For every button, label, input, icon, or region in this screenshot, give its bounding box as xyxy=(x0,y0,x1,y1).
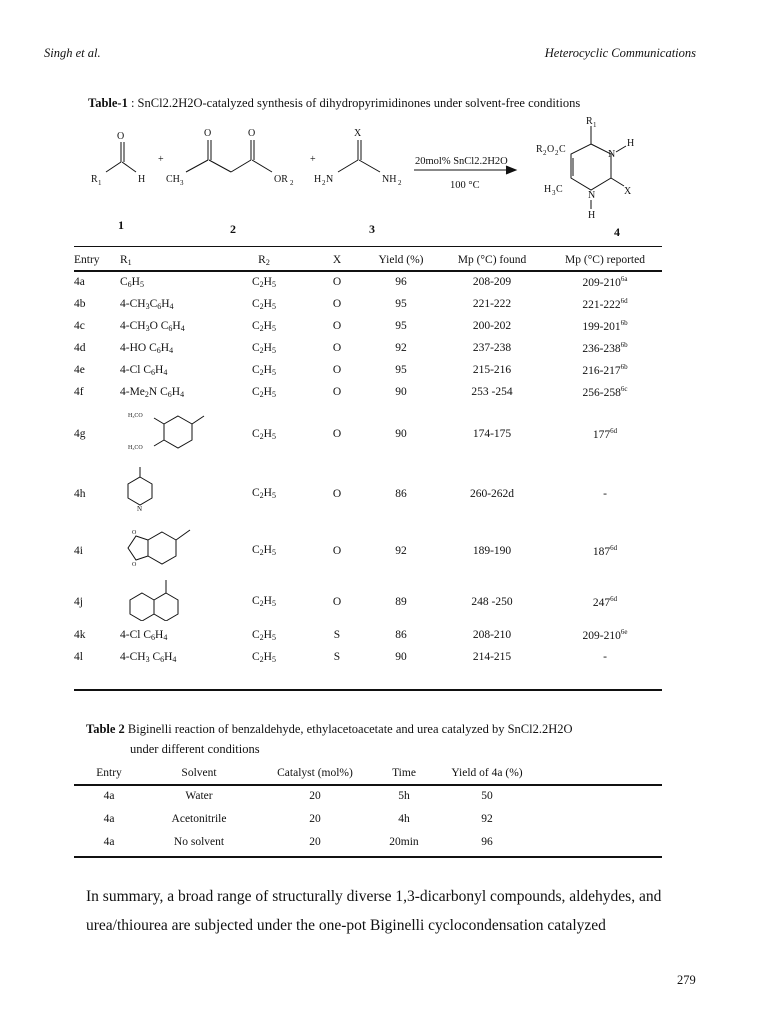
r2-cell: $C_2H_5$ xyxy=(252,275,276,289)
entry-cell: 4a xyxy=(103,812,115,825)
table-row xyxy=(74,293,662,315)
table-row xyxy=(74,359,662,381)
r1-cell xyxy=(120,522,220,579)
body-paragraph: In summary, a broad range of structurally diverse 1,3-dicarbonyl compounds, aldehydes, and urea/thiourea are subjected under the one-pot Biginelli cyclocondensation catalyzed xyxy=(86,888,662,934)
svg-text:H: H xyxy=(627,138,635,149)
x-cell: O xyxy=(332,386,342,398)
svg-text:R: R xyxy=(536,144,543,155)
naphthyl-structure xyxy=(120,579,210,621)
svg-text:OR: OR xyxy=(274,174,288,185)
time-cell: 4h xyxy=(398,812,410,825)
table1 xyxy=(74,249,662,668)
table2-bottom-rule xyxy=(74,856,662,858)
table1-header-row xyxy=(74,249,662,271)
x-cell: O xyxy=(332,595,342,608)
entry-cell: 4a xyxy=(103,835,115,848)
pyridyl-structure xyxy=(120,465,210,519)
reaction-arrow xyxy=(414,166,516,174)
compound-label-3: 3 xyxy=(369,222,375,236)
entry-cell: 4c xyxy=(74,320,85,332)
aldehyde-structure xyxy=(91,131,145,187)
col-header-entry: Entry xyxy=(96,766,122,779)
entry-cell: 4a xyxy=(74,276,85,288)
x-cell: O xyxy=(332,544,342,557)
svg-text:R: R xyxy=(91,174,98,185)
mp-reported-cell: $209-210^{6e}$ xyxy=(582,628,628,642)
mp-reported-cell: $187^{6d}$ xyxy=(592,543,618,558)
x-cell: S xyxy=(333,651,341,663)
table-row xyxy=(74,646,662,668)
r1-cell xyxy=(120,403,220,465)
mp-found-cell: 260-262d xyxy=(469,487,515,500)
x-cell: O xyxy=(332,487,342,500)
svg-text:3: 3 xyxy=(552,189,556,197)
table2-caption-line2: under different conditions xyxy=(130,742,260,756)
x-cell: O xyxy=(332,320,342,332)
mp-found-cell: 237-238 xyxy=(472,342,512,354)
table-row xyxy=(74,807,662,830)
svg-text:2: 2 xyxy=(290,179,294,187)
svg-text:2: 2 xyxy=(555,149,559,157)
compound-label-2: 2 xyxy=(230,222,236,236)
yield-cell: 95 xyxy=(395,320,407,332)
svg-text:N: N xyxy=(608,149,616,160)
svg-text:X: X xyxy=(624,186,632,197)
table2-label: Table 2 xyxy=(86,722,125,736)
entry-cell: 4l xyxy=(74,651,83,663)
mp-found-cell: 208-210 xyxy=(472,629,512,641)
r2-cell: $C_2H_5$ xyxy=(252,319,276,333)
r1-cell: $4-CH_3O$ $C_6H_4$ xyxy=(120,319,185,333)
mp-found-cell: 214-215 xyxy=(472,651,512,663)
x-cell: O xyxy=(332,342,342,354)
r1-cell: 4-HO $C_6H_4$ xyxy=(120,341,174,355)
x-cell: O xyxy=(332,298,342,310)
yield-cell: 89 xyxy=(395,595,407,608)
yield-cell: 90 xyxy=(395,428,407,440)
svg-text:CH: CH xyxy=(166,174,180,185)
r1-cell: 4-Cl $C_6H_4$ xyxy=(120,628,168,642)
entry-cell: 4k xyxy=(74,629,86,641)
r1-cell: $4-CH_3$ $C_6H_4$ xyxy=(120,650,177,664)
catalyst-cell: 20 xyxy=(309,835,321,848)
svg-text:O: O xyxy=(248,128,256,139)
table1-label: Table-1 xyxy=(88,96,128,110)
svg-text:O: O xyxy=(117,131,125,142)
mp-found-cell: 215-216 xyxy=(472,364,512,376)
table-row xyxy=(74,522,662,579)
col-header-mp-reported: Mp (°C) reported xyxy=(565,254,645,266)
yield-cell: 92 xyxy=(395,342,407,354)
entry-cell: 4e xyxy=(74,364,85,376)
svg-text:H₃CO: H₃CO xyxy=(128,444,143,451)
r1-cell: $4-Me_2N$ $C_6H_4$ xyxy=(120,385,185,399)
dimethoxyphenyl-structure xyxy=(120,404,210,462)
r1-cell: $4-CH_3C_6H_4$ xyxy=(120,297,174,311)
svg-text:C: C xyxy=(556,184,563,195)
table-row xyxy=(74,579,662,624)
compound-label-4: 4 xyxy=(614,225,620,239)
table1-caption xyxy=(88,96,580,111)
mp-found-cell: 189-190 xyxy=(472,544,512,557)
svg-text:N: N xyxy=(326,174,334,185)
col-header-entry: Entry xyxy=(74,254,100,266)
entry-cell: 4h xyxy=(74,487,86,500)
yield-cell: 92 xyxy=(395,544,407,557)
svg-text:N: N xyxy=(588,190,596,201)
svg-text:2: 2 xyxy=(398,179,402,187)
benzodioxolyl-structure xyxy=(120,522,210,576)
time-cell: 20min xyxy=(389,835,419,848)
r1-cell: 4-Cl $C_6H_4$ xyxy=(120,363,168,377)
r1-cell: $C_6H_5$ xyxy=(120,275,144,289)
entry-cell: 4b xyxy=(74,298,86,310)
col-header-x: X xyxy=(332,254,342,266)
table-row xyxy=(74,271,662,293)
svg-text:N: N xyxy=(137,505,143,513)
solvent-cell: Water xyxy=(185,789,213,802)
mp-found-cell: 253 -254 xyxy=(471,386,513,398)
table-row xyxy=(74,830,662,853)
x-cell: O xyxy=(332,364,342,376)
col-header-solvent: Solvent xyxy=(181,766,217,779)
table2-caption-line1: Biginelli reaction of benzaldehyde, ethylacetoacetate and urea catalyzed by SnCl2.2H2O xyxy=(124,722,573,736)
col-header-r2: $R_2$ xyxy=(258,253,270,267)
mp-found-cell: 200-202 xyxy=(472,320,512,332)
r2-cell: $C_2H_5$ xyxy=(252,385,276,399)
r2-cell: $C_2H_5$ xyxy=(252,427,276,441)
svg-text:R: R xyxy=(586,116,593,127)
svg-text:2: 2 xyxy=(322,179,326,187)
svg-text:H: H xyxy=(588,210,596,221)
table-row xyxy=(74,337,662,359)
table2-body xyxy=(74,784,662,853)
entry-cell: 4g xyxy=(74,428,86,440)
r1-cell xyxy=(120,579,220,624)
reaction-conditions: 20mol% SnCl2.2H2O xyxy=(415,156,508,167)
x-cell: S xyxy=(333,629,341,641)
yield-cell: 96 xyxy=(395,276,407,288)
svg-text:1: 1 xyxy=(593,121,597,129)
entry-cell: 4a xyxy=(103,789,115,802)
svg-text:NH: NH xyxy=(382,174,397,185)
entry-cell: 4i xyxy=(74,544,83,557)
svg-text:1: 1 xyxy=(98,179,102,187)
mp-reported-cell: $209-210^{6a}$ xyxy=(582,275,628,289)
solvent-cell: Acetonitrile xyxy=(171,812,227,825)
urea-structure xyxy=(314,128,402,187)
mp-found-cell: 174-175 xyxy=(472,428,512,440)
yield-cell: 95 xyxy=(395,298,407,310)
mp-reported-cell: $247^{6d}$ xyxy=(592,594,618,609)
r2-cell: $C_2H_5$ xyxy=(252,650,276,664)
yield-cell: 95 xyxy=(395,364,407,376)
yield-cell: 50 xyxy=(481,789,493,802)
svg-text:O: O xyxy=(547,144,555,155)
svg-text:H: H xyxy=(314,174,322,185)
mp-found-cell: 221-222 xyxy=(472,298,512,310)
mp-reported-cell: $177^{6d}$ xyxy=(592,427,618,441)
mp-found-cell: 248 -250 xyxy=(471,595,513,608)
r2-cell: $C_2H_5$ xyxy=(252,544,276,557)
svg-text:H: H xyxy=(544,184,552,195)
ketoester-structure xyxy=(166,128,294,187)
solvent-cell: No solvent xyxy=(173,835,225,848)
table2-caption xyxy=(86,719,646,759)
col-header-r1: $R_1$ xyxy=(120,253,132,267)
table1-bottom-rule xyxy=(74,689,662,691)
table-row xyxy=(74,465,662,522)
time-cell: 5h xyxy=(398,789,410,802)
mp-reported-cell: - xyxy=(603,651,607,663)
svg-text:2: 2 xyxy=(543,149,547,157)
yield-cell: 90 xyxy=(395,651,407,663)
table2-header-row xyxy=(74,761,662,784)
mp-reported-cell: $236-238^{6b}$ xyxy=(582,341,628,355)
table-row xyxy=(74,381,662,403)
page-number: 279 xyxy=(677,973,696,987)
mp-found-cell: 208-209 xyxy=(472,276,512,288)
r2-cell: $C_2H_5$ xyxy=(252,595,276,608)
r1-cell xyxy=(120,465,220,522)
reaction-scheme xyxy=(86,114,676,249)
svg-text:+: + xyxy=(158,154,164,165)
x-cell: O xyxy=(332,428,342,440)
table-row xyxy=(74,315,662,337)
yield-cell: 86 xyxy=(395,629,407,641)
col-header-mp-found: Mp (°C) found xyxy=(457,254,527,266)
svg-text:+: + xyxy=(310,154,316,165)
yield-cell: 92 xyxy=(481,812,493,825)
running-head-journal: Heterocyclic Communications xyxy=(544,46,696,60)
mp-reported-cell: $221-222^{6d}$ xyxy=(582,297,628,311)
x-cell: O xyxy=(332,276,342,288)
catalyst-cell: 20 xyxy=(309,789,321,802)
col-header-yield: Yield (%) xyxy=(378,254,424,266)
running-head-authors: Singh et al. xyxy=(44,46,101,60)
yield-cell: 86 xyxy=(395,487,407,500)
entry-cell: 4f xyxy=(74,386,84,398)
r2-cell: $C_2H_5$ xyxy=(252,363,276,377)
table1-top-rule xyxy=(74,246,662,247)
col-header-time: Time xyxy=(392,766,416,779)
r2-cell: $C_2H_5$ xyxy=(252,487,276,500)
r2-cell: $C_2H_5$ xyxy=(252,297,276,311)
svg-text:O: O xyxy=(204,128,212,139)
table2 xyxy=(74,761,662,853)
table1-body xyxy=(74,271,662,668)
yield-cell: 96 xyxy=(481,835,493,848)
svg-text:H₃CO: H₃CO xyxy=(128,412,143,419)
dihydropyrimidinone-structure xyxy=(536,116,634,221)
svg-text:X: X xyxy=(354,128,362,139)
catalyst-cell: 20 xyxy=(309,812,321,825)
table1-caption-text: : SnCl2.2H2O-catalyzed synthesis of dihydropyrimidinones under solvent-free conditions xyxy=(127,96,581,110)
table-row xyxy=(74,403,662,465)
r2-cell: $C_2H_5$ xyxy=(252,341,276,355)
svg-text:O: O xyxy=(132,530,137,536)
mp-reported-cell: - xyxy=(603,487,607,500)
col-header-yield: Yield of 4a (%) xyxy=(451,766,523,779)
entry-cell: 4j xyxy=(74,595,83,608)
svg-text:C: C xyxy=(559,144,566,155)
reaction-temperature: 100 °C xyxy=(450,180,480,191)
svg-text:H: H xyxy=(138,174,146,185)
mp-reported-cell: $256-258^{6c}$ xyxy=(582,385,628,399)
r2-cell: $C_2H_5$ xyxy=(252,628,276,642)
compound-label-1: 1 xyxy=(118,218,124,232)
mp-reported-cell: $216-217^{6b}$ xyxy=(582,363,628,377)
table-row xyxy=(74,624,662,646)
col-header-catalyst: Catalyst (mol%) xyxy=(277,766,353,779)
mp-reported-cell: $199-201^{6b}$ xyxy=(582,319,628,333)
table-row xyxy=(74,784,662,807)
entry-cell: 4d xyxy=(74,342,86,354)
yield-cell: 90 xyxy=(395,386,407,398)
svg-text:3: 3 xyxy=(180,179,184,187)
svg-text:O: O xyxy=(132,562,137,568)
